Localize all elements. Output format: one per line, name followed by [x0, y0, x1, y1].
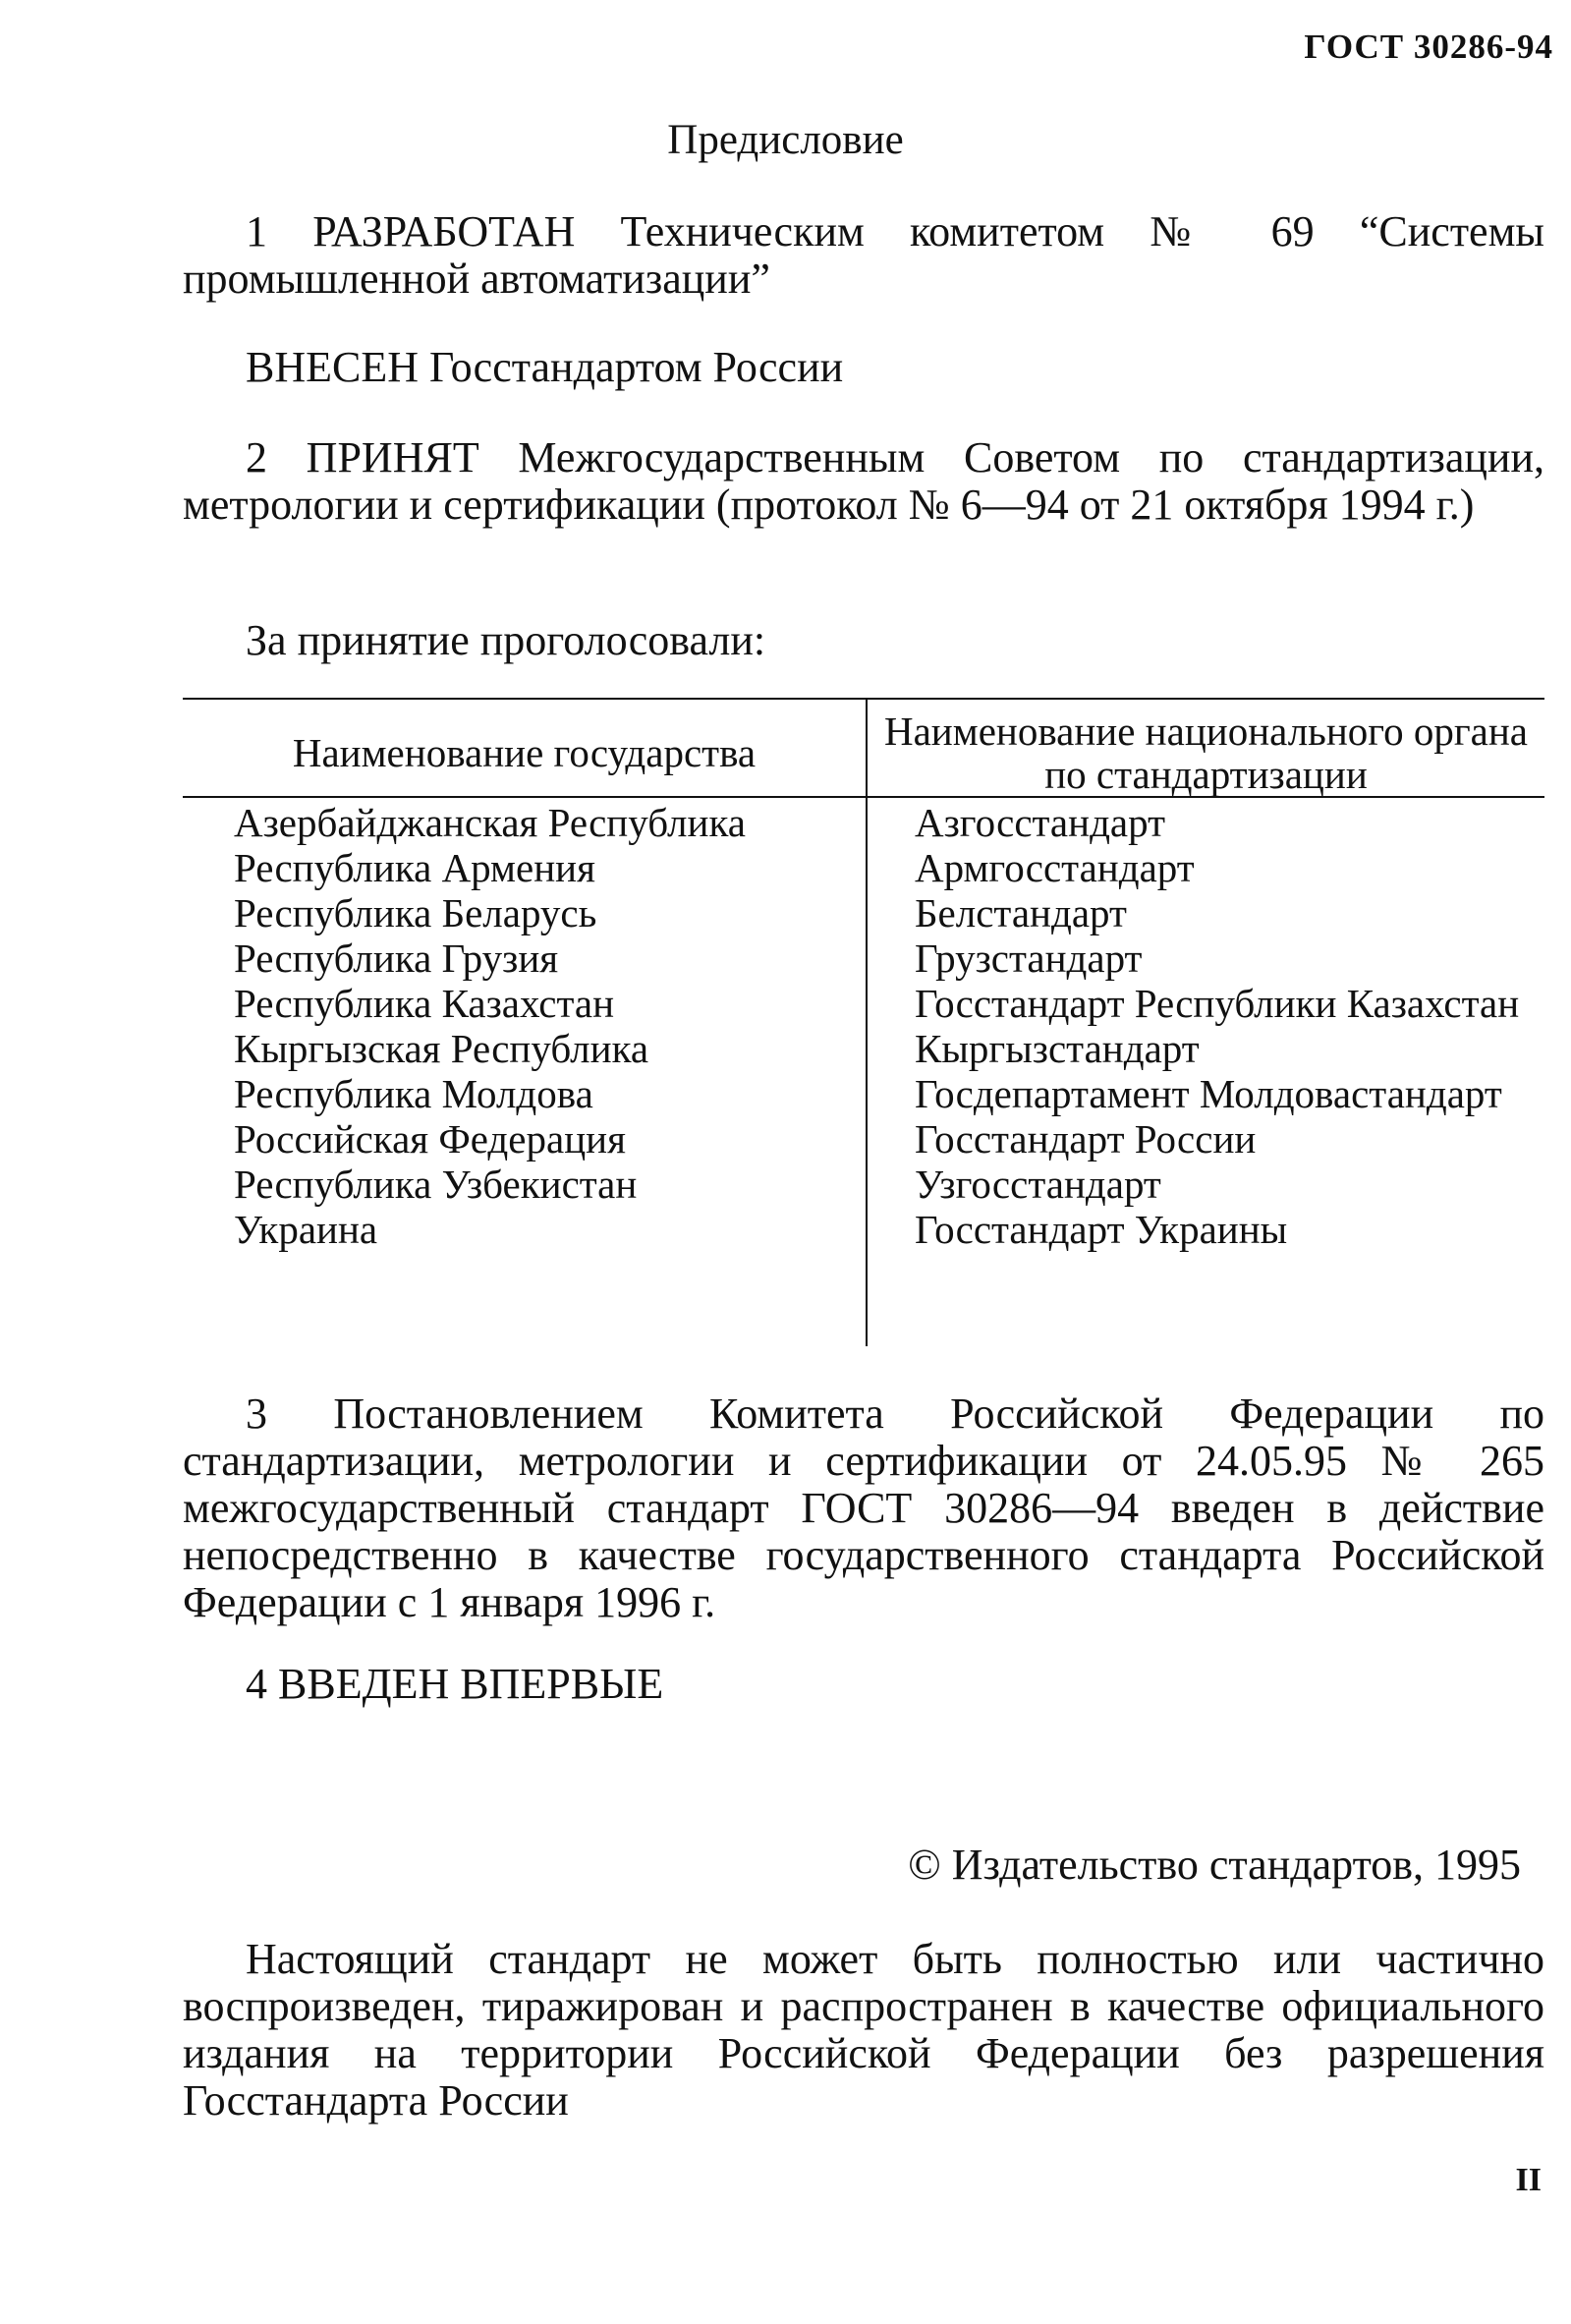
state-cell: Республика Узбекистан	[234, 1162, 638, 1207]
body-cell: Белстандарт	[915, 890, 1127, 935]
body-cell: Госстандарт Украины	[915, 1207, 1288, 1252]
body-cell: Госстандарт России	[915, 1116, 1257, 1162]
table-row	[183, 935, 1544, 981]
item-4-first-introduced: 4 ВВЕДЕН ВПЕРВЫЕ	[246, 1660, 664, 1708]
body-cell: Кыргызстандарт	[915, 1026, 1200, 1071]
state-cell: Республика Армения	[234, 845, 595, 890]
table-rows	[183, 800, 1544, 1252]
voting-table	[183, 698, 1544, 1356]
table-row	[183, 1071, 1544, 1116]
body-cell: Грузстандарт	[915, 935, 1143, 981]
item-1-developed: 1 РАЗРАБОТАН Техническим комитетом № 69 “Системы промышленной автоматизации”	[183, 207, 1544, 303]
item-3-decree: 3 Постановлением Комитета Российской Федерации по стандартизации, метрологии и сертификации от 24.05.95 № 265 межгосударственный стандарт ГОСТ 30286—94 введен в действие непосредственно в качестве государственного стандарта Российской Федерации с 1 января 1996 г.	[183, 1389, 1544, 1626]
state-cell: Украина	[234, 1207, 378, 1252]
state-cell: Республика Беларусь	[234, 890, 597, 935]
state-cell: Российская Федерация	[234, 1116, 626, 1162]
body-cell: Армгосстандарт	[915, 845, 1195, 890]
body-cell: Госстандарт Республики Казахстан	[915, 981, 1520, 1026]
item-2-adopted: 2 ПРИНЯТ Межгосударственным Советом по стандартизации, метрологии и сертификации (протокол № 6—94 от 21 октября 1994 г.)	[183, 433, 1544, 529]
table-top-rule	[183, 698, 1544, 700]
page-number: II	[1515, 2162, 1542, 2198]
state-cell: Республика Молдова	[234, 1071, 593, 1116]
item-1-introduced: ВНЕСЕН Госстандартом России	[246, 343, 844, 391]
body-cell: Узгосстандарт	[915, 1162, 1161, 1207]
body-cell: Азгосстандарт	[915, 800, 1166, 845]
state-cell: Республика Казахстан	[234, 981, 615, 1026]
copyright-notice: © Издательство стандартов, 1995	[908, 1841, 1521, 1889]
document-code: ГОСТ 30286-94	[1304, 28, 1553, 66]
table-row	[183, 800, 1544, 845]
body-cell: Госдепартамент Молдовастандарт	[915, 1071, 1502, 1116]
table-row	[183, 1162, 1544, 1207]
table-row	[183, 1026, 1544, 1071]
table-row	[183, 981, 1544, 1026]
voted-intro: За принятие проголосовали:	[246, 616, 766, 664]
table-row	[183, 1116, 1544, 1162]
table-row	[183, 890, 1544, 935]
table-row	[183, 845, 1544, 890]
state-cell: Республика Грузия	[234, 935, 559, 981]
table-header-body: Наименование национального органа по стандартизации	[884, 709, 1528, 797]
reproduction-notice: Настоящий стандарт не может быть полностью или частично воспроизведен, тиражирован и распространен в качестве официального издания на территории Российской Федерации без разрешения Госстандарта России	[183, 1935, 1544, 2125]
state-cell: Азербайджанская Республика	[234, 800, 746, 845]
table-row	[183, 1207, 1544, 1252]
table-header-state: Наименование государства	[292, 730, 757, 775]
page-title: Предисловие	[667, 117, 904, 163]
state-cell: Кыргызская Республика	[234, 1026, 649, 1071]
